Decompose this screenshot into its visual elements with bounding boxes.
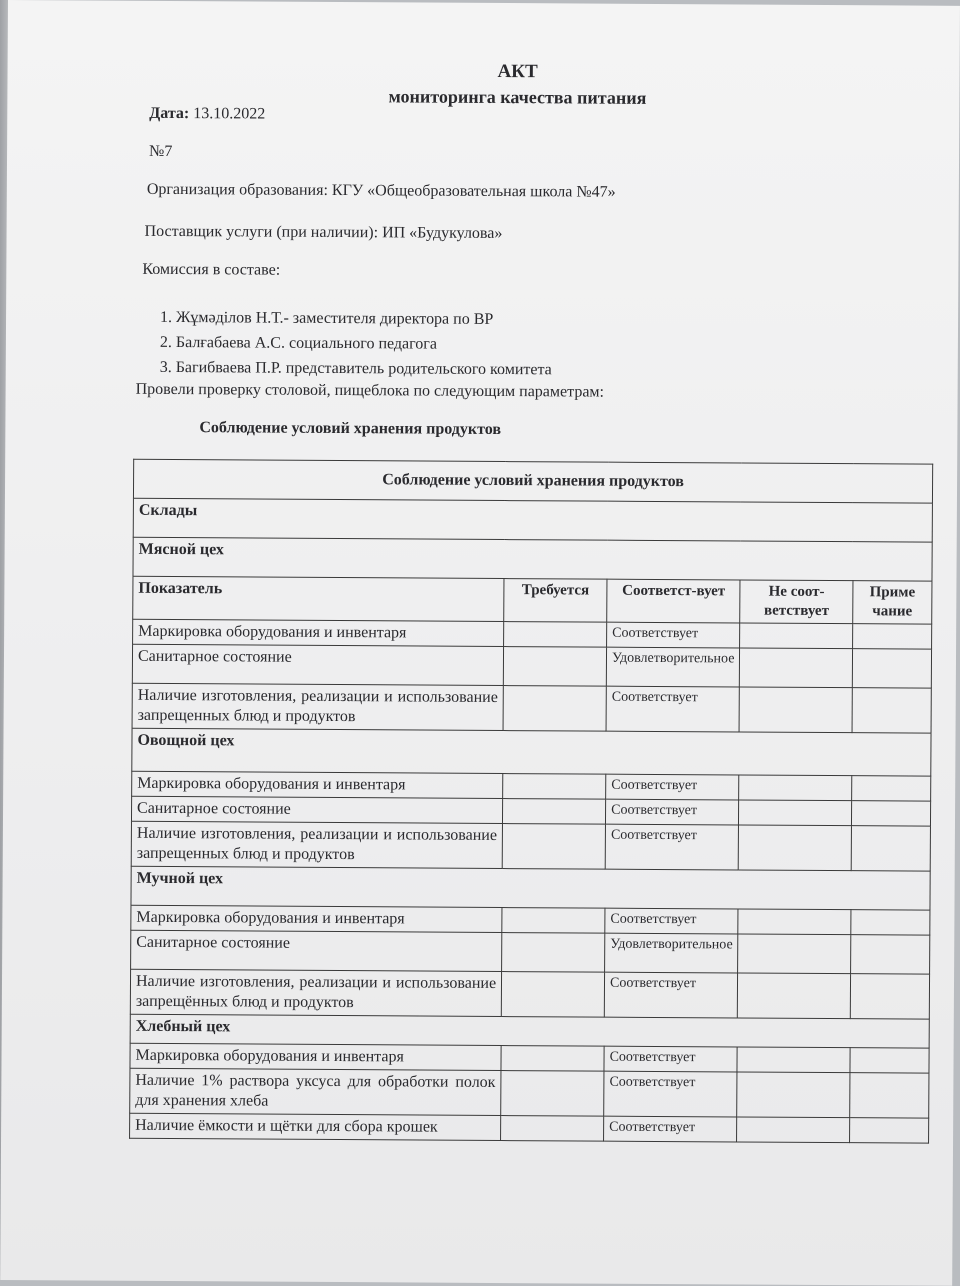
- not-complies-cell: [740, 687, 853, 733]
- group-name: Мясной цех: [133, 537, 932, 581]
- indicator-cell: Наличие изготовления, реализации и использование запрещённых блюд и продуктов: [130, 969, 501, 1016]
- column-header-row: [133, 576, 932, 624]
- table-row: [130, 969, 929, 1019]
- group-row: [132, 728, 931, 776]
- note-cell: [851, 910, 930, 935]
- col-indicator: Показатель: [133, 576, 504, 621]
- indicator-cell: Наличие 1% раствора уксуса для обработки полок для хранения хлеба: [130, 1068, 501, 1115]
- section-title: Соблюдение условий хранения продуктов: [199, 419, 502, 439]
- note-cell: [851, 801, 930, 826]
- status-cell: Соответствует: [606, 799, 740, 825]
- note-cell: [851, 935, 930, 974]
- indicator-cell: Наличие изготовления, реализации и использование запрещенных блюд и продуктов: [131, 821, 502, 868]
- status-cell: Соответствует: [606, 686, 740, 732]
- commission-label: Комиссия в составе:: [142, 260, 281, 279]
- table-row: [132, 644, 931, 688]
- indicator-cell: Наличие ёмкости и щётки для сбора крошек: [130, 1113, 501, 1140]
- warehouses-label: Склады: [133, 498, 932, 542]
- note-cell: [850, 1073, 929, 1118]
- table-row: [131, 821, 930, 871]
- group-name: Мучной цех: [131, 866, 930, 910]
- required-cell: [501, 1071, 604, 1117]
- required-cell: [503, 799, 606, 825]
- note-cell: [852, 624, 931, 649]
- status-cell: Удовлетворительное: [606, 647, 740, 687]
- indicator-cell: Маркировка оборудования и инвентаря: [131, 905, 502, 932]
- required-cell: [502, 933, 605, 973]
- indicator-cell: Наличие изготовления, реализации и использование запрещенных блюд и продуктов: [132, 683, 503, 730]
- date-value: 13.10.2022: [193, 105, 266, 123]
- required-cell: [501, 1116, 604, 1142]
- date-line: [149, 105, 265, 124]
- not-complies-cell: [739, 775, 852, 801]
- required-cell: [503, 647, 606, 687]
- not-complies-cell: [739, 825, 852, 871]
- table-header-row: [133, 459, 932, 503]
- table-row: [130, 1113, 929, 1143]
- not-complies-cell: [737, 1047, 850, 1073]
- member-item: 2. Балғабаева А.С. социального педагога: [176, 330, 552, 357]
- required-cell: [503, 774, 606, 800]
- not-complies-cell: [740, 623, 853, 649]
- act-subtitle: мониторинга качества питания: [388, 86, 647, 108]
- status-cell: Соответствует: [607, 622, 741, 648]
- status-cell: Соответствует: [604, 1116, 738, 1142]
- group-row: [133, 537, 932, 581]
- table-row: [131, 930, 930, 974]
- not-complies-cell: [737, 1072, 850, 1118]
- note-cell: [852, 649, 931, 688]
- required-cell: [503, 686, 606, 732]
- indicator-cell: Санитарное состояние: [131, 796, 502, 823]
- member-item: 1. Жұмәділов Н.Т.- заместителя директора по ВР: [176, 305, 552, 332]
- date-label: Дата:: [149, 104, 190, 123]
- not-complies-cell: [738, 934, 851, 974]
- col-required: Требуется: [504, 579, 607, 623]
- required-cell: [501, 1046, 604, 1072]
- not-complies-cell: [738, 973, 851, 1019]
- status-cell: Соответствует: [606, 774, 740, 800]
- group-name: Хлебный цех: [130, 1014, 929, 1048]
- note-cell: [851, 826, 930, 871]
- note-cell: [850, 1048, 929, 1073]
- note-cell: [849, 1118, 928, 1143]
- note-cell: [852, 776, 931, 801]
- status-cell: Соответствует: [605, 824, 739, 870]
- act-title: АКТ: [497, 60, 538, 83]
- col-not-complies: Не соот-ветствует: [740, 580, 853, 624]
- indicator-cell: Маркировка оборудования и инвентаря: [130, 1043, 501, 1070]
- member-item: 3. Багибваева П.Р. представитель родительского комитета: [176, 355, 552, 382]
- status-cell: Соответствует: [604, 972, 738, 1018]
- required-cell: [501, 972, 604, 1018]
- col-complies: Соответст-вует: [607, 579, 741, 623]
- organization-line: Организация образования: КГУ «Общеобразовательная школа №47»: [146, 180, 616, 201]
- status-cell: Соответствует: [604, 1046, 738, 1072]
- col-note: Приме чание: [853, 581, 932, 624]
- not-complies-cell: [737, 1117, 850, 1143]
- table-header: Соблюдение условий хранения продуктов: [133, 459, 932, 503]
- indicator-cell: Маркировка оборудования и инвентаря: [132, 771, 503, 798]
- warehouses-row: [133, 498, 932, 542]
- not-complies-cell: [740, 648, 853, 688]
- group-name: Овощной цех: [132, 728, 931, 776]
- group-row: [131, 866, 930, 910]
- note-cell: [852, 688, 931, 733]
- inspection-intro: Провели проверку столовой, пищеблока по следующим параметрам:: [135, 380, 605, 401]
- indicator-cell: Маркировка оборудования и инвентаря: [133, 619, 504, 646]
- not-complies-cell: [739, 800, 852, 826]
- required-cell: [504, 622, 607, 648]
- table-row: [130, 1068, 929, 1118]
- act-number: №7: [149, 142, 173, 161]
- required-cell: [502, 908, 605, 934]
- status-cell: Удовлетворительное: [605, 933, 739, 973]
- not-complies-cell: [738, 909, 851, 935]
- note-cell: [850, 974, 929, 1019]
- supplier-line: Поставщик услуги (при наличии): ИП «Будукулова»: [144, 222, 503, 243]
- required-cell: [502, 824, 605, 870]
- indicator-cell: Санитарное состояние: [132, 644, 503, 685]
- commission-members: [136, 305, 552, 383]
- indicator-cell: Санитарное состояние: [131, 930, 502, 971]
- status-cell: Соответствует: [605, 908, 739, 934]
- storage-conditions-table: [129, 459, 933, 1144]
- status-cell: Соответствует: [604, 1071, 738, 1117]
- table-row: [132, 683, 931, 733]
